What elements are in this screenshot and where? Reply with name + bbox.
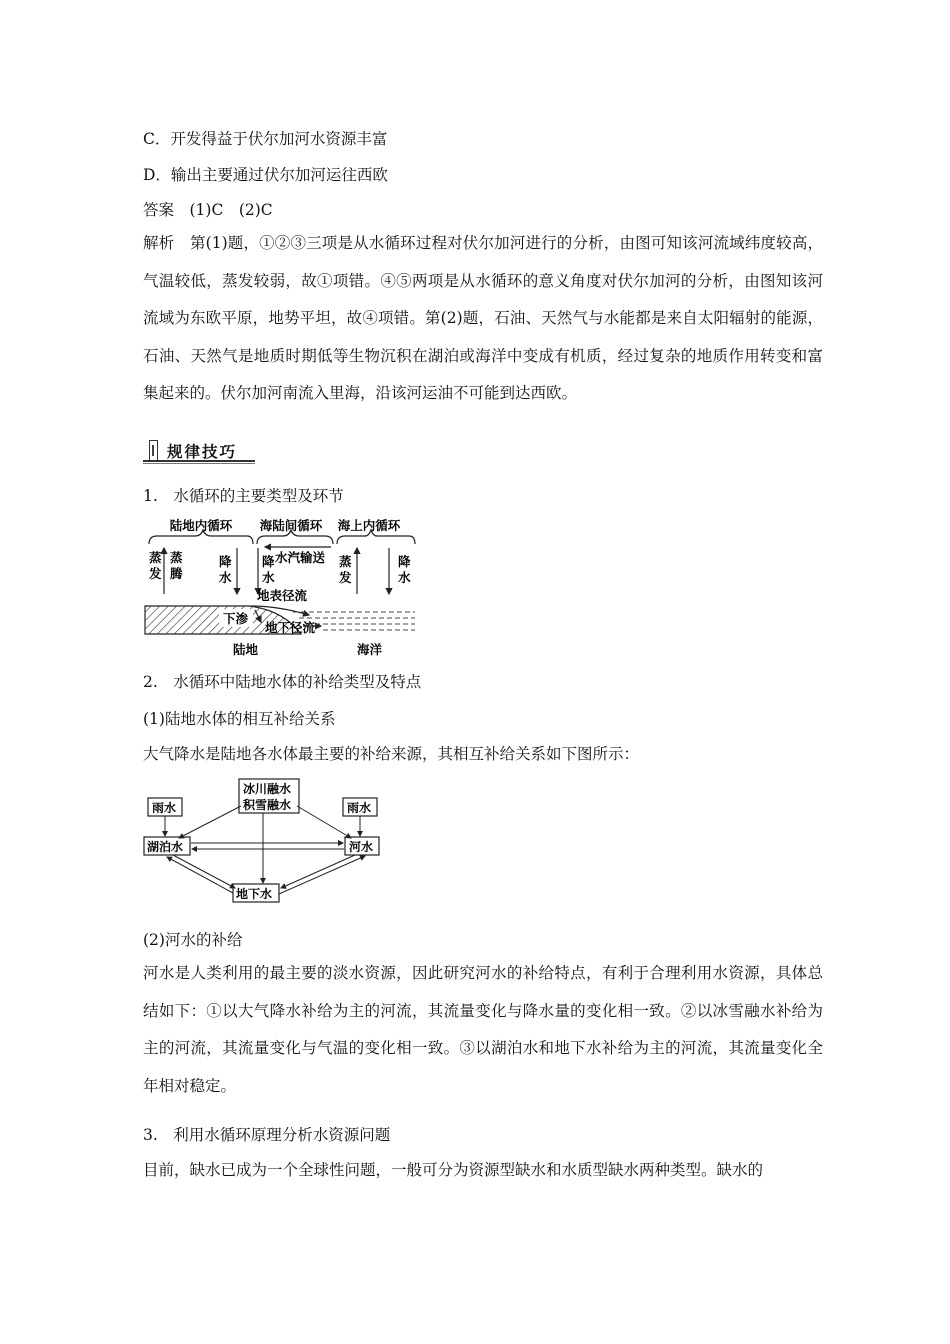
label-groundwater: 地下水 — [236, 887, 273, 901]
label-sea-land-cycle: 海陆间循环 — [259, 518, 323, 533]
label-transpiration — [170, 550, 183, 581]
water-supply-diagram — [143, 776, 383, 908]
answer-line: 答案 (1)C (2)C — [143, 201, 273, 219]
label-evap-1 — [148, 550, 162, 581]
label-rain-right: 雨水 — [347, 801, 372, 815]
label-sea-cycle: 海上内循环 — [337, 518, 401, 533]
option-d: D．输出主要通过伏尔加河运往西欧 — [143, 166, 388, 184]
precip2-char-2: 水 — [262, 570, 275, 585]
option-c: C．开发得益于伏尔加河水资源丰富 — [143, 130, 388, 148]
label-precip-2 — [262, 554, 275, 585]
label-surface-runoff: 地表径流 — [257, 588, 308, 603]
evap1-char-2: 发 — [149, 566, 162, 581]
analysis-paragraph: 解析 第(1)题，①②③三项是从水循环过程对伏尔加河进行的分析，由图可知该河流域纬度较高，气温较低，蒸发较弱，故①项错。④⑤两项是从水循环的意义角度对伏尔加河的分析，由图知该河流域为东欧平原，地势平坦，故④项错。第(2)题，石油、天然气与水能都是来自太阳辐射的能源，石油、天然气是地质时期低等生物沉积在湖泊或海洋中变成有机质，经过复杂的地质作用转变和富集起来的。伏尔加河南流入里海，沿该河运油不可能到达西欧。 — [143, 234, 823, 402]
evap1-char-1: 蒸 — [149, 550, 162, 565]
sub-1-text: 大气降水是陆地各水体最主要的补给来源，其相互补给关系如下图所示： — [143, 745, 640, 763]
arrow-melt-to-lake — [179, 806, 241, 838]
evap2-char-1: 蒸 — [339, 554, 352, 569]
label-rain-left: 雨水 — [152, 801, 177, 815]
label-snow-melt: 积雪融水 — [243, 798, 292, 812]
water-cycle-diagram — [143, 512, 418, 660]
precip1-char-1: 降 — [219, 554, 232, 569]
item-1-heading: 1. 水循环的主要类型及环节 — [143, 487, 344, 505]
label-glacier-melt: 冰川融水 — [243, 782, 292, 796]
label-lake: 湖泊水 — [147, 840, 184, 854]
label-ground-runoff: 地下径流 — [265, 620, 316, 635]
label-infiltration: 下渗 — [223, 611, 249, 626]
transpiration-char-1: 蒸 — [170, 550, 183, 565]
label-vapor-transport: 水汽输送 — [275, 550, 326, 565]
heading-rule-thin — [143, 463, 255, 464]
item-3-text: 目前，缺水已成为一个全球性问题，一般可分为资源型缺水和水质型缺水两种类型。缺水的 — [143, 1161, 764, 1179]
evap2-char-2: 发 — [339, 570, 352, 585]
arrow-ground-to-river — [279, 856, 365, 894]
item-3-heading: 3. 利用水循环原理分析水资源问题 — [143, 1126, 391, 1144]
sub-2-heading: (2)河水的补给 — [143, 931, 243, 949]
label-land-cycle: 陆地内循环 — [169, 518, 233, 533]
label-evap-2 — [338, 554, 352, 585]
precip3-char-2: 水 — [398, 570, 411, 585]
arrow-ground-to-lake — [167, 857, 233, 893]
label-land: 陆地 — [233, 642, 259, 657]
precip1-char-2: 水 — [219, 570, 232, 585]
label-river: 河水 — [349, 840, 374, 854]
arrow-lake-to-ground — [173, 855, 235, 888]
arrow-river-to-ground — [281, 855, 355, 888]
label-precip-1 — [219, 554, 232, 585]
label-precip-3 — [398, 554, 411, 585]
sub-1-heading: (1)陆地水体的相互补给关系 — [143, 710, 336, 728]
precip3-char-1: 降 — [398, 554, 411, 569]
heading-marker-icon — [149, 440, 158, 462]
precip2-char-1: 降 — [262, 554, 275, 569]
section-title: 规律技巧 — [167, 443, 238, 461]
transpiration-char-2: 腾 — [170, 566, 183, 581]
sub-2-paragraph: 河水是人类利用的最主要的淡水资源，因此研究河水的补给特点，有利于合理利用水资源，具体总结如下：①以大气降水补给为主的河流，其流量变化与降水量的变化相一致。②以冰雪融水补给为主的河流，其流量变化与气温的变化相一致。③以湖泊水和地下水补给为主的河流，其流量变化全年相对稳定。 — [143, 964, 823, 1095]
item-2-heading: 2. 水循环中陆地水体的补给类型及特点 — [143, 673, 422, 691]
label-ocean: 海洋 — [357, 642, 383, 657]
section-heading — [143, 440, 255, 466]
